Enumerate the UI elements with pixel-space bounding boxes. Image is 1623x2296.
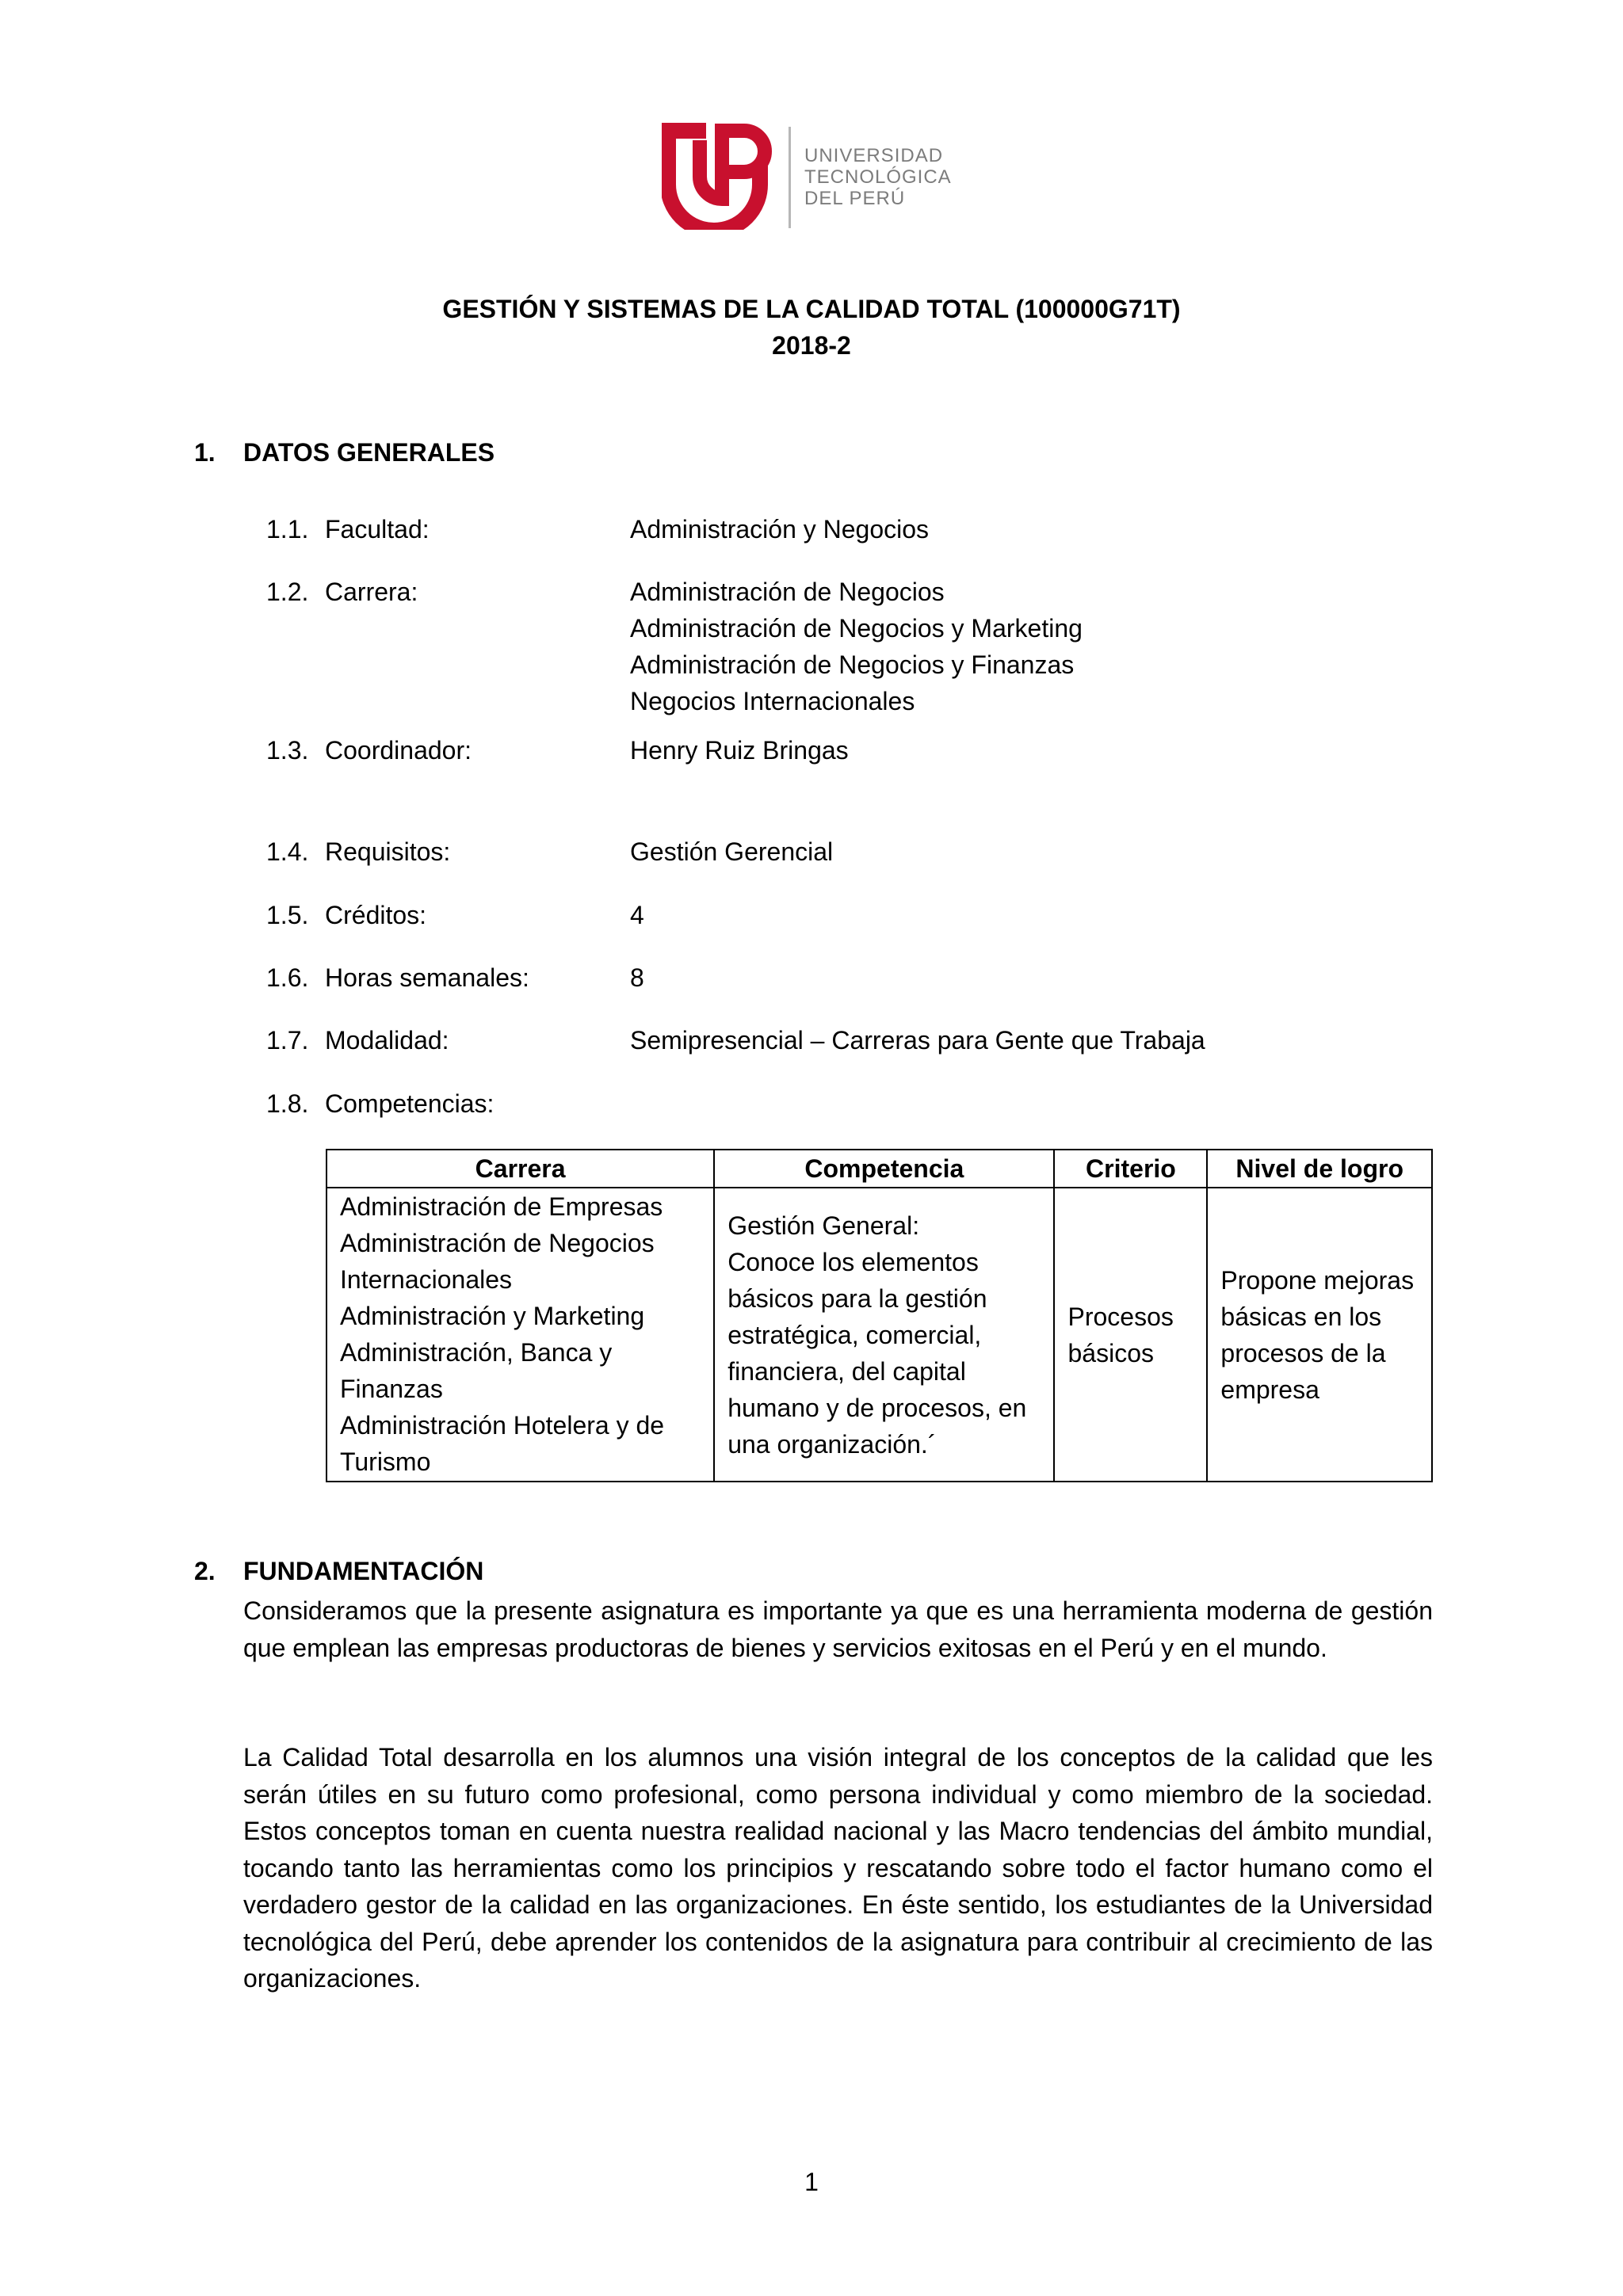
criterio-cell: Procesos básicos	[1054, 1188, 1207, 1482]
wordmark-line: UNIVERSIDAD	[804, 145, 944, 166]
section-title: DATOS GENERALES	[243, 438, 495, 467]
field-number: 1.2.	[266, 578, 309, 606]
carrera-value: Administración de Negocios y Finanzas	[630, 650, 1075, 679]
field-value: Semipresencial – Carreras para Gente que Trabaja	[630, 1026, 1205, 1055]
table-header-cell: Competencia	[714, 1150, 1054, 1188]
field-number: 1.1.	[266, 515, 309, 543]
university-logo	[662, 123, 963, 234]
table-header-cell: Carrera	[327, 1150, 714, 1188]
fundamentacion-paragraph: Consideramos que la presente asignatura es importante ya que es una herramienta moderna de gestión que emplean las empresas productoras de bienes y servicios exitosas en el Perú y en el mundo.	[243, 1596, 1433, 1662]
fundamentacion-paragraph: La Calidad Total desarrolla en los alumnos una visión integral de los conceptos de la calidad que les serán útiles en su futuro como profesional, como persona individual y como miembro de la sociedad. Estos conceptos toman en cuenta nuestra realidad nacional y las Macro tendencias del ámbito mundial, tocando tanto las herramientas como los principios y rescatando sobre todo el factor humano como el verdadero gestor de la calidad en las organizaciones. En éste sentido, los estudiantes de la Universidad tecnológica del Perú, debe aprender los contenidos de la asignatura para contribuir al crecimiento de las organizaciones.	[243, 1743, 1433, 1993]
field-value: Henry Ruiz Bringas	[630, 736, 849, 765]
field-number: 1.5.	[266, 901, 309, 929]
logo-wordmark	[804, 145, 952, 209]
field-value: 4	[630, 901, 644, 929]
field-value: Administración y Negocios	[630, 515, 930, 543]
field-label: Requisitos:	[325, 837, 451, 866]
wordmark-line: TECNOLÓGICA	[804, 166, 952, 188]
table-header-cell: Criterio	[1054, 1150, 1207, 1188]
page-number: 1	[804, 2168, 819, 2196]
logo-divider	[789, 127, 791, 228]
carrera-item: Administración y Marketing	[340, 1302, 645, 1330]
field-number: 1.6.	[266, 963, 309, 992]
field-label: Horas semanales:	[325, 963, 529, 992]
field-value: 8	[630, 963, 644, 992]
field-value: Gestión Gerencial	[630, 837, 834, 866]
carrera-cell	[327, 1188, 714, 1482]
field-label: Créditos:	[325, 901, 427, 929]
utp-logo-mark-icon	[662, 123, 781, 230]
section-title: FUNDAMENTACIÓN	[243, 1557, 484, 1585]
field-number: 1.7.	[266, 1026, 309, 1055]
nivel-cell: Propone mejoras básicas en los procesos de la empresa	[1207, 1188, 1432, 1482]
field-label: Modalidad:	[325, 1026, 449, 1055]
field-number: 1.3.	[266, 736, 309, 765]
section-number: 2.	[194, 1557, 216, 1585]
field-value	[630, 574, 1083, 719]
table-header-row	[327, 1150, 1432, 1188]
field-label: Carrera:	[325, 578, 418, 606]
wordmark-line: DEL PERÚ	[804, 188, 906, 209]
carrera-item: Administración de Negocios Internacionales	[340, 1229, 655, 1294]
table-header-cell: Nivel de logro	[1207, 1150, 1432, 1188]
field-number: 1.4.	[266, 837, 309, 866]
competencias-table	[326, 1149, 1433, 1482]
carrera-value: Administración de Negocios	[630, 578, 945, 606]
document-period: 2018-2	[772, 331, 851, 360]
carrera-item: Administración, Banca y Finanzas	[340, 1338, 613, 1403]
field-number: 1.8.	[266, 1089, 309, 1118]
carrera-value: Administración de Negocios y Marketing	[630, 614, 1083, 643]
competencia-cell	[714, 1188, 1054, 1482]
competencia-text: Conoce los elementos básicos para la gestión estratégica, comercial, financiera, del capital humano y de procesos, en una organización.´	[727, 1247, 1027, 1459]
carrera-item: Administración Hotelera y de Turismo	[340, 1411, 665, 1476]
table-row	[327, 1188, 1432, 1482]
document-title: GESTIÓN Y SISTEMAS DE LA CALIDAD TOTAL (100000G71T)	[442, 295, 1181, 323]
field-label: Coordinador:	[325, 736, 472, 765]
section-number: 1.	[194, 438, 216, 467]
carrera-item: Administración de Empresas	[340, 1192, 663, 1221]
carrera-value: Negocios Internacionales	[630, 687, 915, 715]
competencia-title: Gestión General:	[727, 1211, 920, 1240]
field-label: Competencias:	[325, 1089, 495, 1118]
field-label: Facultad:	[325, 515, 430, 543]
